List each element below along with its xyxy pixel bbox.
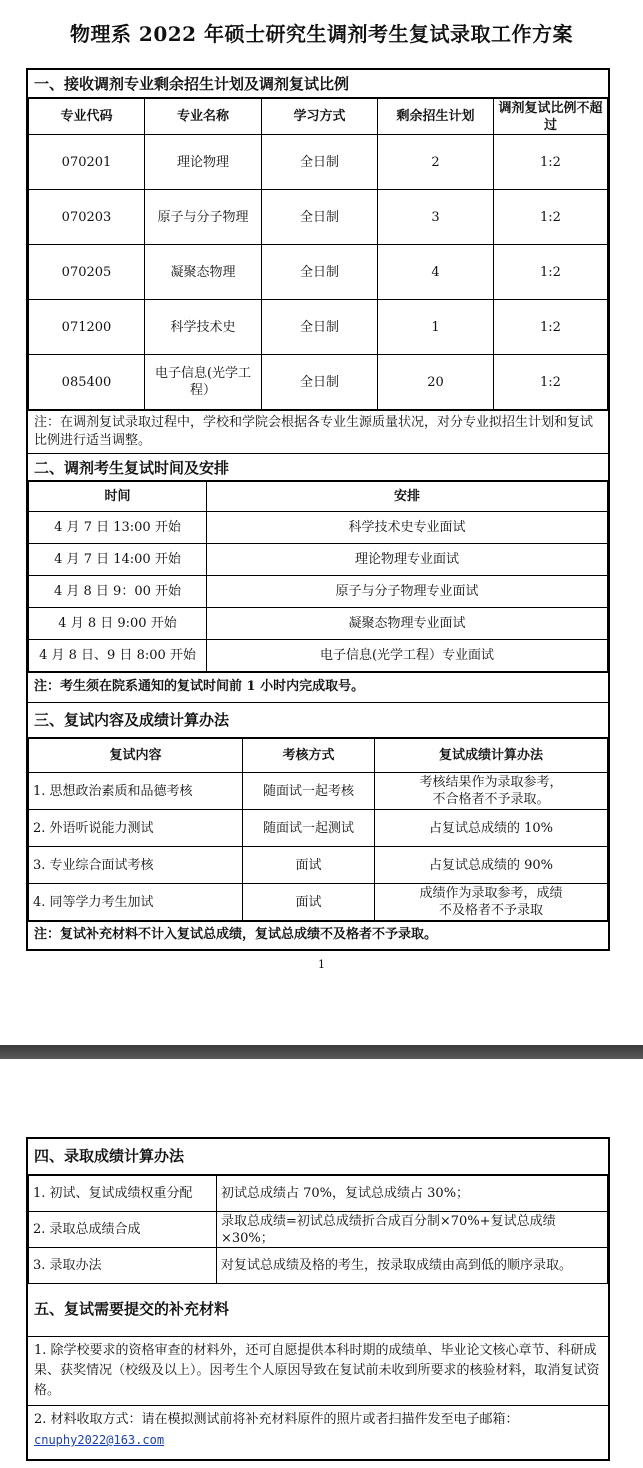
cell: 1:2 [494,245,608,300]
cell: 考核结果作为录取参考，不合格者不予录取。 [375,773,608,810]
table-row [29,135,608,190]
item2-text: 2. 材料收取方式：请在模拟测试前将补充材料原件的照片或者扫描件发至电子邮箱： [34,1412,519,1427]
cell: 电子信息(光学工程） [145,355,262,410]
main-frame [26,68,610,951]
table-row [29,773,608,810]
cell: 4 月 8 日 9:00 开始 [29,608,207,640]
cell: 3 [378,190,494,245]
table-row [29,300,608,355]
cell: 随面试一起考核 [243,773,375,810]
cell: 4 月 8 日、9 日 8:00 开始 [29,640,207,672]
table-row [29,810,608,847]
section3-heading: 三、复试内容及成绩计算办法 [28,702,608,738]
col-header: 专业名称 [145,99,262,135]
section1-note: 注：在调剂复试录取过程中，学校和学院会根据各专业生源质量状况，对分专业拟招生计划和复试比例进行适当调整。 [28,410,608,453]
table-row [29,608,608,640]
cell: 4 月 7 日 14:00 开始 [29,544,207,576]
table-row [29,544,608,576]
section3-note: 注：复试补充材料不计入复试总成绩，复试总成绩不及格者不予录取。 [28,921,608,949]
cell: 4. 同等学力考生加试 [29,884,243,921]
section2-note: 注：考生须在院系通知的复试时间前 1 小时内完成取号。 [28,672,608,702]
cell: 全日制 [262,135,378,190]
cell: 原子与分子物理 [145,190,262,245]
col-header: 专业代码 [29,99,145,135]
cell: 成绩作为录取参考，成绩不及格者不予录取 [375,884,608,921]
cell: 2. 外语听说能力测试 [29,810,243,847]
section4-table [28,1175,608,1284]
cell: 070201 [29,135,145,190]
cell: 随面试一起测试 [243,810,375,847]
cell: 070205 [29,245,145,300]
cell: 3. 专业综合面试考核 [29,847,243,884]
cell: 2. 录取总成绩合成 [29,1212,217,1248]
document-title: 物理系 2022 年硕士研究生调剂考生复试录取工作方案 [69,22,574,46]
cell: 4 月 8 日 9：00 开始 [29,576,207,608]
section1-heading: 一、接收调剂专业剩余招生计划及调剂复试比例 [28,70,608,98]
col-header: 复试内容 [29,739,243,773]
page-number: 1 [318,958,325,971]
cell: 面试 [243,847,375,884]
cell: 凝聚态物理专业面试 [207,608,608,640]
cell: 电子信息(光学工程）专业面试 [207,640,608,672]
cell: 071200 [29,300,145,355]
cell: 1:2 [494,355,608,410]
section1-table [28,98,608,410]
table-row [29,884,608,921]
cell: 2 [378,135,494,190]
cell: 1:2 [494,135,608,190]
table-row [29,512,608,544]
section4-heading: 四、录取成绩计算办法 [28,1139,608,1175]
col-header: 调剂复试比例不超过 [494,99,608,135]
cell: 070203 [29,190,145,245]
cell: 科学技术史 [145,300,262,355]
col-header: 时间 [29,482,207,512]
col-header: 剩余招生计划 [378,99,494,135]
section2-table [28,481,608,672]
cell: 对复试总成绩及格的考生，按录取成绩由高到低的顺序录取。 [217,1248,608,1284]
cell: 占复试总成绩的 90% [375,847,608,884]
page-separator [0,1045,643,1059]
section5-heading: 五、复试需要提交的补充材料 [34,1300,230,1318]
email-link[interactable]: cnuphy2022@163.com [34,1433,165,1447]
cell: 理论物理专业面试 [207,544,608,576]
table-row [29,847,608,884]
cell: 录取总成绩=初试总成绩折合成百分制×70%+复试总成绩×30%； [217,1212,608,1248]
col-header: 学习方式 [262,99,378,135]
section3-table [28,738,608,921]
cell: 3. 录取办法 [29,1248,217,1284]
table-row [29,190,608,245]
table-row [29,355,608,410]
table-row [29,1176,608,1212]
col-header: 考核方式 [243,739,375,773]
cell: 1. 思想政治素质和品德考核 [29,773,243,810]
cell: 1:2 [494,300,608,355]
cell: 原子与分子物理专业面试 [207,576,608,608]
cell: 全日制 [262,245,378,300]
cell: 20 [378,355,494,410]
cell: 初试总成绩占 70%，复试总成绩占 30%； [217,1176,608,1212]
section5-item-1: 1. 除学校要求的资格审查的材料外，还可自愿提供本科时期的成绩单、毕业论文核心章节、科研成果、获奖情况（校级及以上）。因考生个人原因导致在复试前未收到所要求的核验材料，取消复试资格。 [28,1336,608,1405]
cell: 4 月 7 日 13:00 开始 [29,512,207,544]
cell: 全日制 [262,355,378,410]
section2-heading: 二、调剂考生复试时间及安排 [28,453,608,481]
col-header: 安排 [207,482,608,512]
page2-frame [26,1137,610,1461]
cell: 全日制 [262,190,378,245]
cell: 4 [378,245,494,300]
cell: 全日制 [262,300,378,355]
cell: 085400 [29,355,145,410]
table-row [29,576,608,608]
page-2 [0,1059,643,1468]
cell: 面试 [243,884,375,921]
cell: 科学技术史专业面试 [207,512,608,544]
cell: 1:2 [494,190,608,245]
cell: 1 [378,300,494,355]
table-row [29,245,608,300]
table-row [29,1212,608,1248]
table-row [29,1248,608,1284]
cell: 理论物理 [145,135,262,190]
section5-item-2 [28,1405,608,1459]
table-row [29,640,608,672]
cell: 凝聚态物理 [145,245,262,300]
col-header: 复试成绩计算办法 [375,739,608,773]
cell: 1. 初试、复试成绩权重分配 [29,1176,217,1212]
cell: 占复试总成绩的 10% [375,810,608,847]
